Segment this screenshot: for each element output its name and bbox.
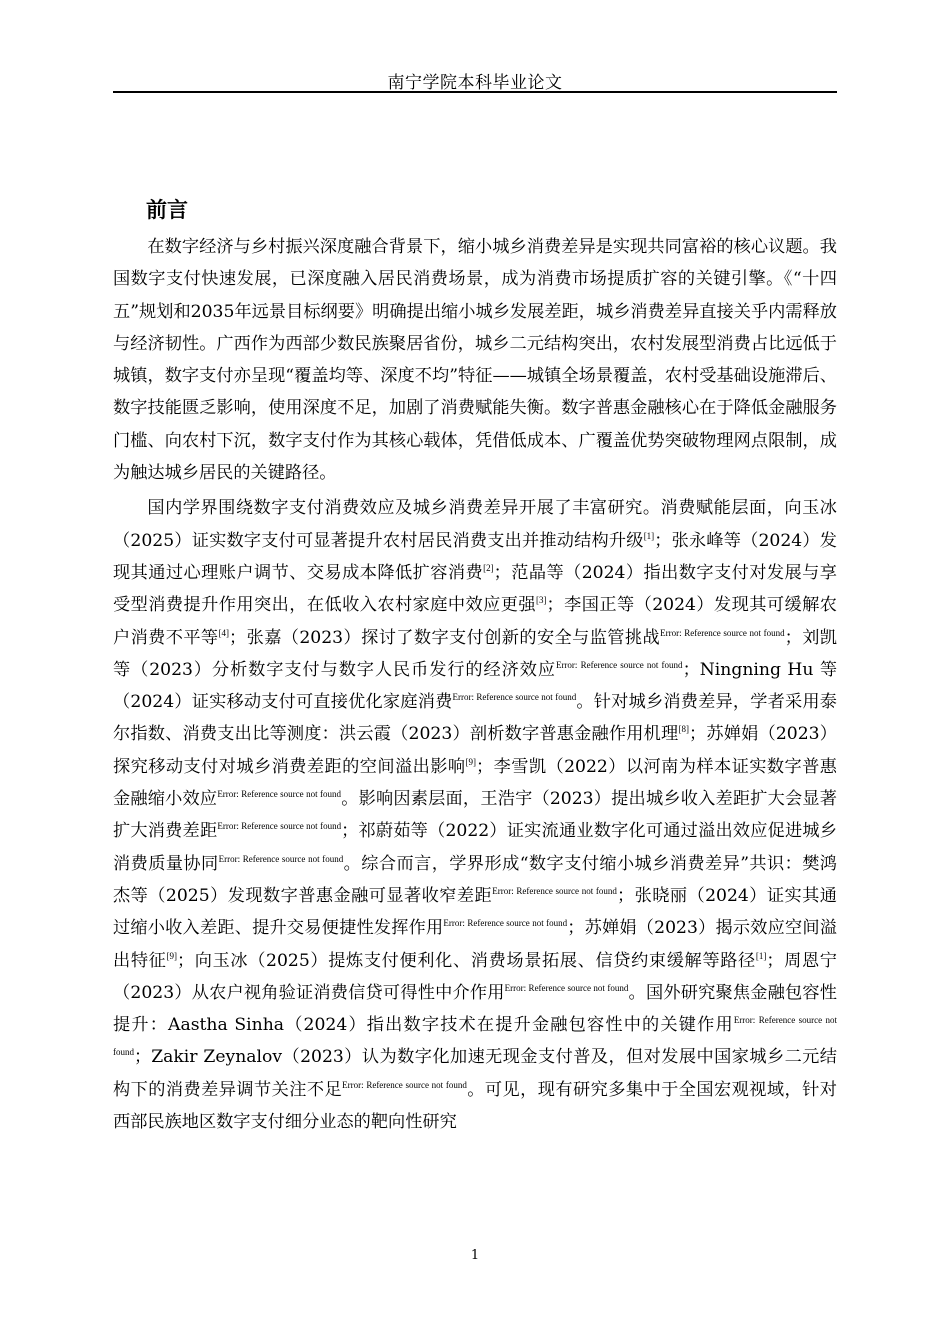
- reference-error: Error: Reference source not found: [492, 885, 617, 896]
- reference-error: Error: Reference source not found: [217, 789, 342, 800]
- citation: [1]: [643, 530, 655, 541]
- citation: [9]: [465, 756, 476, 767]
- text-run: ；张永峰等（2024）发现其通过心理账户调节、交易成本降低扩容消费: [113, 530, 837, 583]
- reference-error: Error: Reference source not found: [555, 659, 683, 670]
- header-rule: [113, 91, 837, 93]
- text-run: ；向玉冰（2025）提炼支付便利化、消费场景拓展、信贷约束缓解等路径: [176, 950, 756, 971]
- citation: [3]: [536, 595, 547, 606]
- text-run: ；刘凯等（2023）分析数字支付与数字人民币发行的经济效应: [113, 627, 837, 680]
- citation: [8]: [678, 724, 689, 735]
- reference-error: Error: Reference source not found: [342, 1079, 467, 1090]
- section-title: 前言: [146, 198, 188, 222]
- text-run: ；祁蔚茹等（2022）证实流通业数字化可通过溢出效应促进城乡消费质量协同: [113, 821, 837, 874]
- text-run: ；张嘉（2023）探讨了数字支付创新的安全与监管挑战: [229, 627, 661, 648]
- reference-error: Error: Reference source not found: [218, 853, 344, 864]
- reference-error: Error: Reference source not found: [113, 1015, 837, 1058]
- citation: [2]: [483, 562, 494, 573]
- reference-error: Error: Reference source not found: [443, 918, 568, 929]
- text-run: 。影响因素层面，王浩宇（2023）提出城乡收入差距扩大会显著扩大消费差距: [113, 789, 837, 842]
- paragraph-2: [113, 492, 837, 1138]
- text-run: ；Zakir Zeynalov（2023）认为数字化加速无现金支付普及，但对发展中国家城乡二元结构下的消费差异调节关注不足: [113, 1047, 837, 1100]
- citation: [9]: [166, 950, 177, 961]
- citation: [4]: [218, 627, 230, 638]
- citation: [1]: [755, 950, 767, 961]
- reference-error: Error: Reference source not found: [217, 821, 342, 832]
- reference-error: Error: Reference source not found: [660, 627, 785, 638]
- text-run: ；张晓丽（2024）证实其通过缩小收入差距、提升交易便捷性发挥作用: [113, 885, 837, 939]
- text-run: ；苏婵娟（2023）揭示效应空间溢出特征: [113, 918, 837, 971]
- text-run: ；苏婵娟（2023）探究移动支付对城乡消费差距的空间溢出影响: [113, 724, 837, 777]
- running-header: 南宁学院本科毕业论文: [387, 73, 563, 93]
- text-run: 。国外研究聚焦金融包容性提升：Aastha Sinha（2024）指出数字技术在提升金融包容性中的关键作用: [113, 982, 837, 1036]
- text-run: ；Ningning Hu 等（2024）证实移动支付可直接优化家庭消费: [113, 659, 838, 713]
- text-run: 。针对城乡消费差异，学者采用泰尔指数、消费支出比等测度：洪云霞（2023）剖析数字普惠金融作用机理: [113, 692, 837, 745]
- text-run: ；李国正等（2024）发现其可缓解农户消费不平等: [113, 595, 837, 648]
- text-run: 。可见，现有研究多集中于全国宏观视域，针对西部民族地区数字支付细分业态的靶向性研究: [113, 1079, 837, 1133]
- paragraph-1: 在数字经济与乡村振兴深度融合背景下，缩小城乡消费差异是实现共同富裕的核心议题。我国数字支付快速发展，已深度融入居民消费场景，成为消费市场提质扩容的关键引擎。《“十四五”规划和2035年远景目标纲要》明确提出缩小城乡发展差距，城乡消费差异直接关乎内需释放与经济韧性。广西作为西部少数民族聚居省份，城乡二元结构突出，农村发展型消费占比远低于城镇，数字支付亦呈现“覆盖均等、深度不均”特征——城镇全场景覆盖，农村受基础设施滞后、数字技能匮乏影响，使用深度不足，加剧了消费赋能失衡。数字普惠金融核心在于降低金融服务门槛、向农村下沉，数字支付作为其核心载体，凭借低成本、广覆盖优势突破物理网点限制，成为触达城乡居民的关键路径。: [113, 237, 837, 484]
- text-run: ；周恩宁（2023）从农户视角验证消费信贷可得性中介作用: [113, 950, 837, 1003]
- reference-error: Error: Reference source not found: [504, 982, 629, 993]
- body-text: [113, 231, 837, 1141]
- page-number: 1: [470, 1248, 480, 1263]
- text-run: 。综合而言，学界形成“数字支付缩小城乡消费差异”共识：樊鸿杰等（2025）发现数字普惠金融可显著收窄差距: [113, 853, 837, 906]
- reference-error: Error: Reference source not found: [452, 692, 577, 703]
- text-run: 国内学界围绕数字支付消费效应及城乡消费差异开展了丰富研究。消费赋能层面，向玉冰（2025）证实数字支付可显著提升农村居民消费支出并推动结构升级: [113, 498, 837, 551]
- text-run: ；李雪凯（2022）以河南为样本证实数字普惠金融缩小效应: [113, 756, 837, 810]
- text-run: ；范晶等（2024）指出数字支付对发展与享受型消费提升作用突出，在低收入农村家庭中效应更强: [113, 562, 837, 616]
